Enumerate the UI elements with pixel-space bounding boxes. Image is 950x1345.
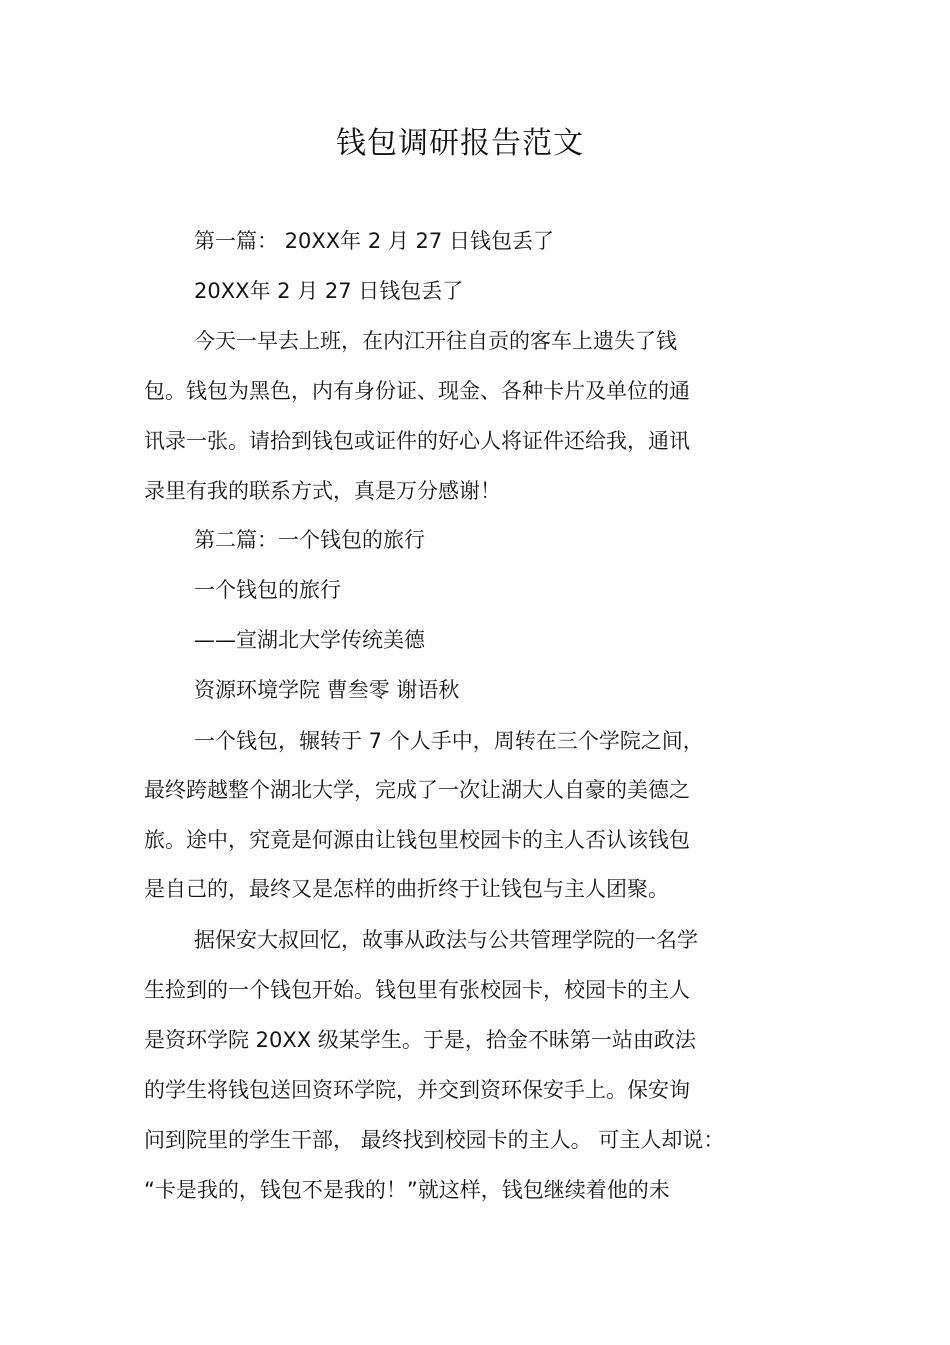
text-line: 最终跨越整个湖北大学，完成了一次让湖大人自豪的美德之 [144,778,690,802]
text-line: 第一篇： 20XX年 2 月 27 日钱包丢了 [194,229,554,253]
page-title: 钱包调研报告范文 [336,126,584,161]
text-line: “卡是我的，钱包不是我的！”就这样，钱包继续着他的未 [144,1178,670,1202]
text-line: 一个钱包，辗转于 7 个人手中，周转在三个学院之间， [194,729,704,753]
text-line: 问到院里的学生干部， 最终找到校园卡的主人。 可主人却说： [144,1128,725,1152]
text-line: 录里有我的联系方式，真是万分感谢！ [144,479,501,503]
text-line: 是自己的，最终又是怎样的曲折终于让钱包与主人团聚。 [144,877,669,901]
text-line: 一个钱包的旅行 [194,578,341,602]
text-line: 第二篇：一个钱包的旅行 [194,528,425,552]
text-line: ——宣湖北大学传统美德 [194,628,425,652]
text-line: 包。钱包为黑色，内有身份证、现金、各种卡片及单位的通 [144,379,690,403]
text-line: 今天一早去上班，在内江开往自贡的客车上遗失了钱 [194,329,677,353]
text-line: 的学生将钱包送回资环学院，并交到资环保安手上。保安询 [144,1078,690,1102]
text-line: 20XX年 2 月 27 日钱包丢了 [194,279,464,303]
text-line: 据保安大叔回忆，故事从政法与公共管理学院的一名学 [194,928,698,952]
text-line: 资源环境学院 曹叁零 谢语秋 [194,678,460,702]
text-line: 讯录一张。请拾到钱包或证件的好心人将证件还给我，通讯 [144,429,690,453]
text-line: 生捡到的一个钱包开始。钱包里有张校园卡，校园卡的主人 [144,978,690,1002]
text-line: 旅。途中，究竟是何源由让钱包里校园卡的主人否认该钱包 [144,828,690,852]
text-line: 是资环学院 20XX 级某学生。于是，拾金不昧第一站由政法 [144,1028,696,1052]
